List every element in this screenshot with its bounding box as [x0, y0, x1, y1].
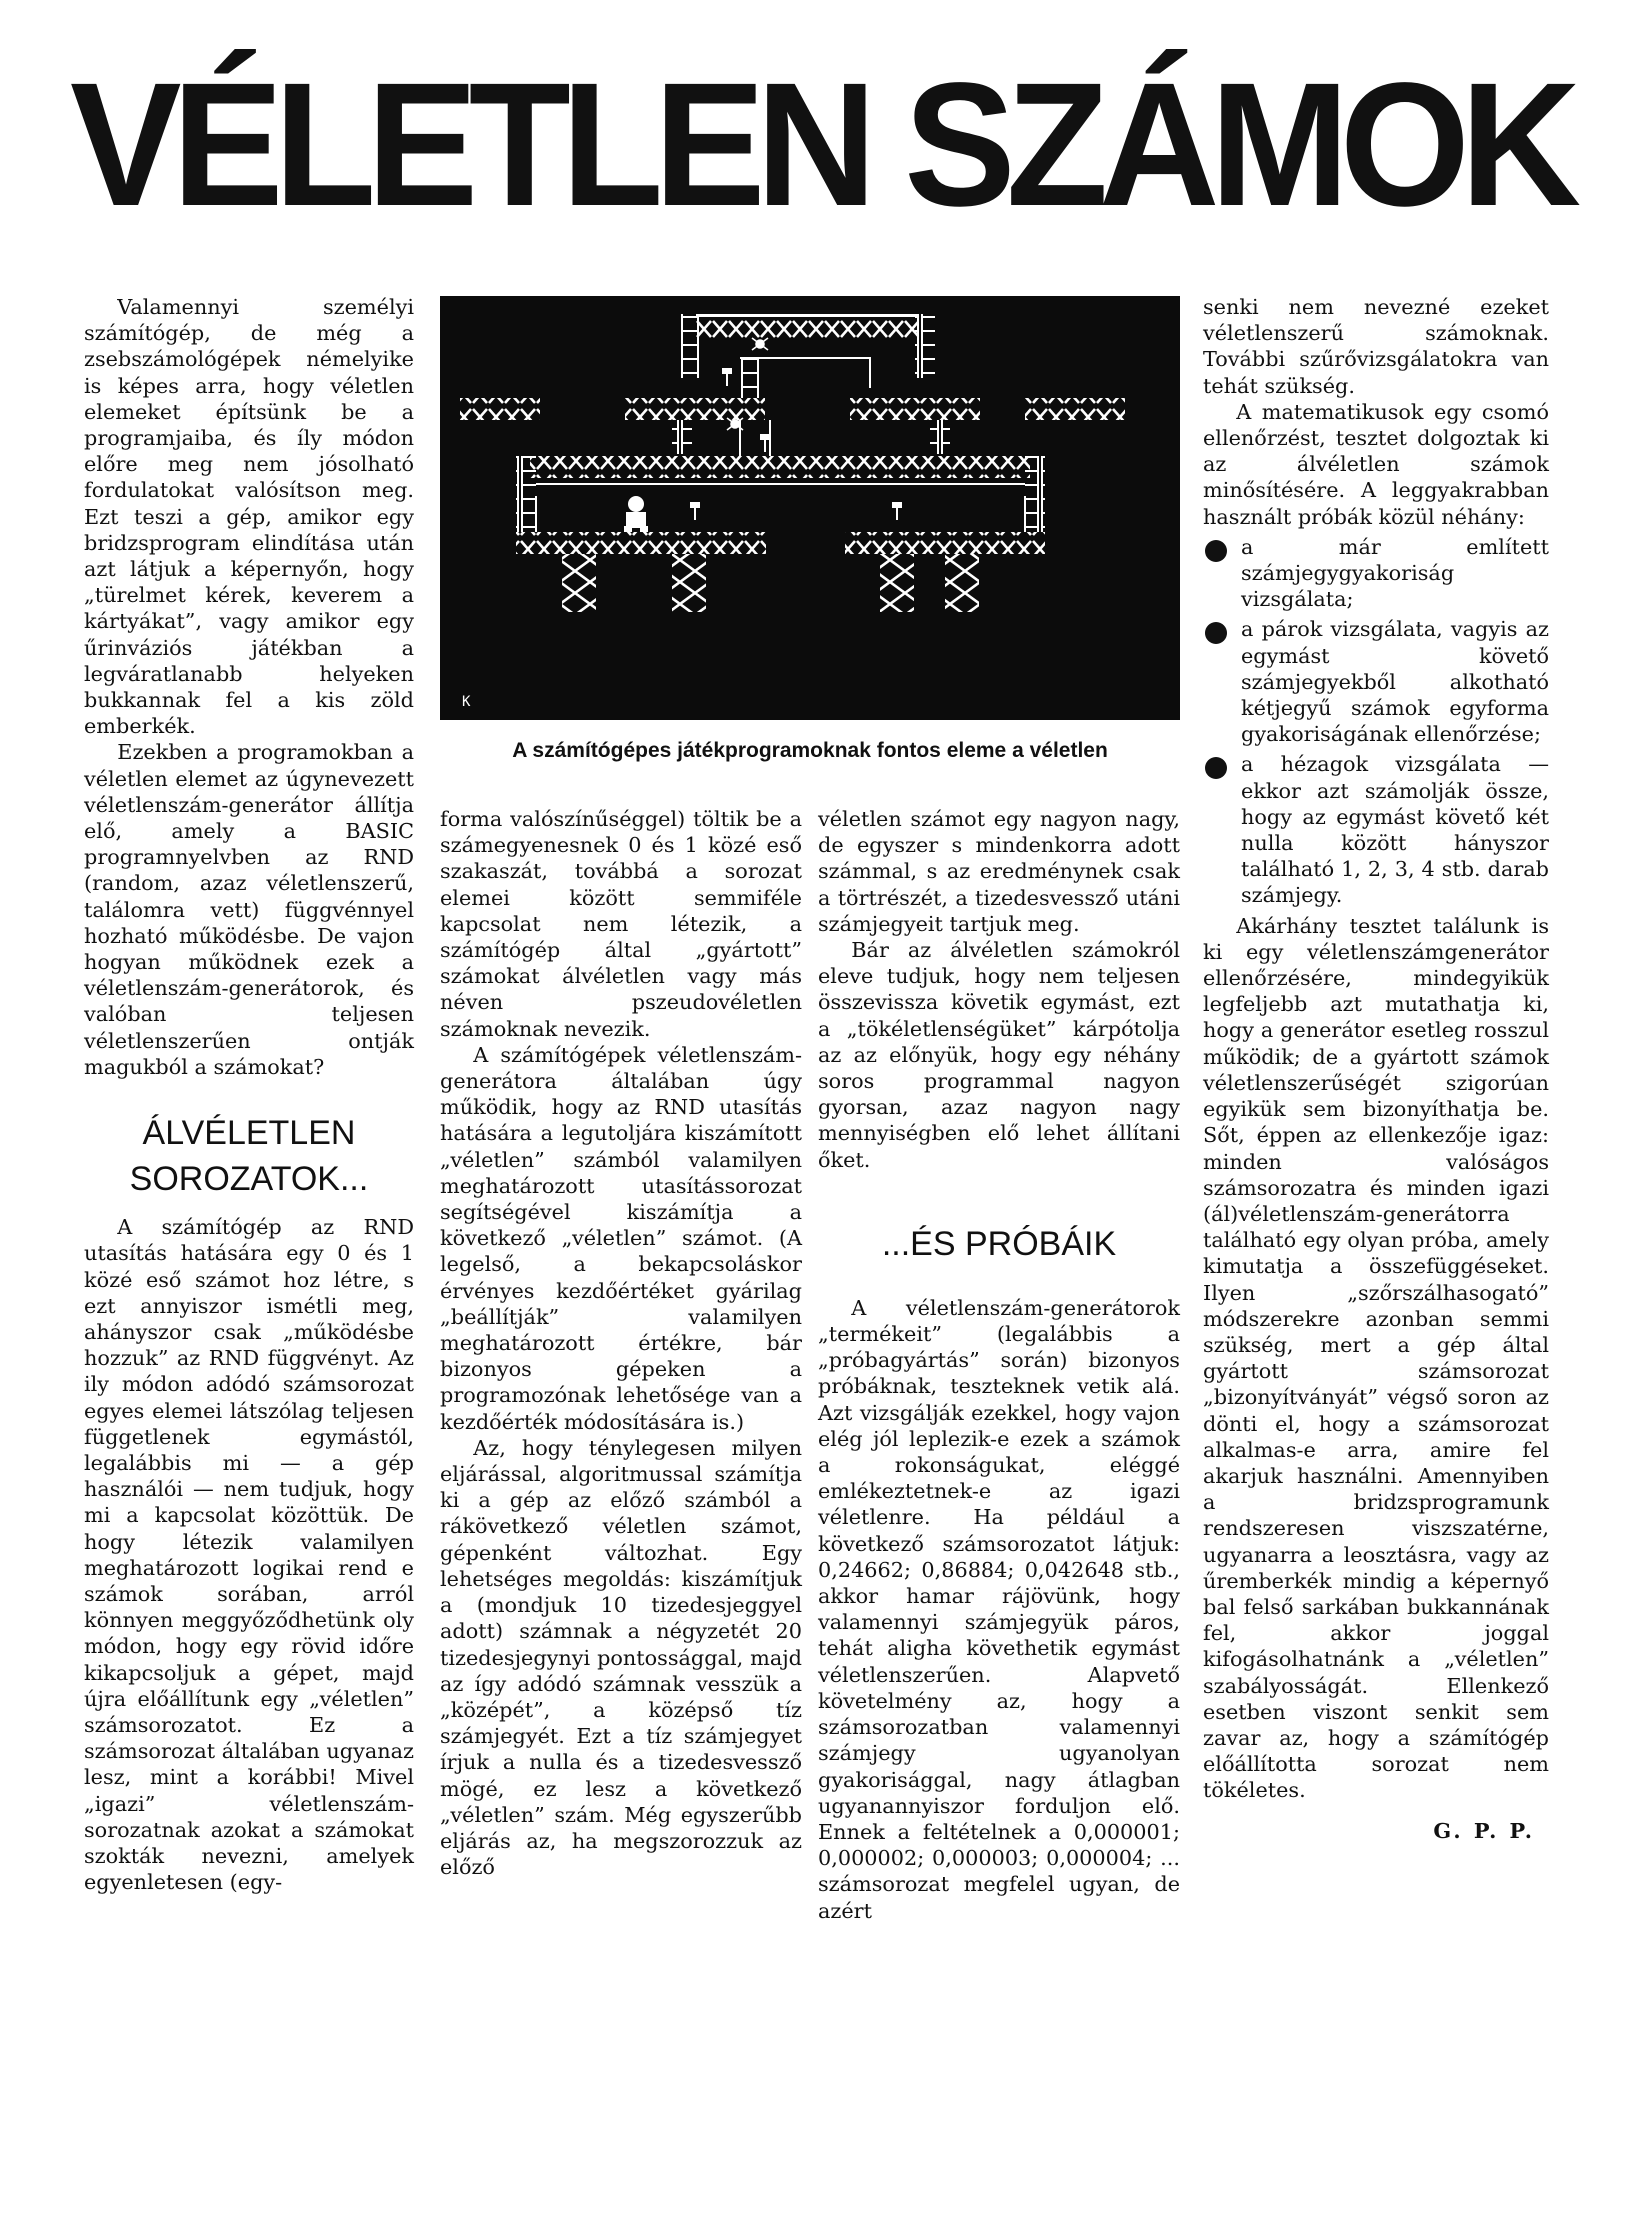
game-screen-illustration [440, 296, 1180, 720]
girder [460, 398, 540, 420]
girder [800, 456, 1030, 478]
paragraph: forma valószínűséggel) töltik be a számegyenesnek 0 és 1 közé eső szakaszát, továbbá a sorozat elemei között semmiféle kapcsolat nem létezik, a számítógép által „gyártott” számokat álvéletlen vagy más néven pszeudovéletlen számoknak nevezik. [440, 807, 802, 1041]
girder [710, 456, 800, 478]
ladder [672, 420, 692, 454]
support-column [945, 554, 979, 612]
paragraph: Valamennyi személyi számítógép, de még a zsebszámológépek némelyike is képes arra, hogy véletlen elemeket építsünk be a programjaiba, és íly módon előre meg nem jósolható fordulatokat valósítson meg. Ezt teszi a gép, amikor egy bridzsprogram elindítása után azt látjuk a képernyőn, hogy „türelmet kérek, keverem a kártyákat”, vagy amikor egy űrinváziós játékban a legváratlanabb helyeken bukkannak fel a kis zöld emberkék. [84, 295, 414, 739]
paragraph: Az, hogy ténylegesen milyen eljárással, algoritmussal számítja ki a gép az előző számból a rákövetkező véletlen számot, gépenként változhat. Egy lehetséges megoldás: kiszámítjuk a (mondjuk 10 tizedesjeggyel adott) számnak a négyzetét 20 tizedesjegynyi pontossággal, majd az így adódó számnak vesszük a „középét”, a középső tíz számjegyét. Ezt a tíz számjegyet írjuk a nulla és a tizedesvessző mögé, ez lesz a következő „véletlen” szám. Még egyszerűbb eljárás az, ha megszorozzuk az előző [440, 1435, 802, 1880]
paragraph: Ezekben a programokban a véletlen elemet az úgynevezett véletlenszám-generátor állítja elő, amely a BASIC programnyelvben az RND (random, azaz véletlenszerű, találomra vett) függvénnyel hozható működésbe. De vajon hogyan működnek ezek a véletlenszám-generátorok, és valóban teljesen véletlenszerűen ontják magukból a számokat? [84, 740, 414, 1079]
support-column [562, 554, 596, 612]
girder [845, 532, 1045, 554]
girder [516, 532, 766, 554]
subheading-es-probaik: ...ÉS PRÓBÁIK [881, 1224, 1117, 1263]
ladder [740, 358, 760, 398]
paragraph: senki nem nevezné ezeket véletlenszerű számoknak. További szűrővizsgálatokra van tehát szükség. [1203, 295, 1549, 398]
paragraph: A véletlenszám-generátorok „termékeit” (legalábbis a „próbagyártás” során) bizonyos próbáknak, teszteknek vetik alá. Azt vizsgálják ezekkel, hogy vajon elég jól leplezik-e ezek a számok a rokonságukat, eléggé emlékeztetnek-e az igazi véletlenre. Ha például a következő számsorozatot látjuk: 0,24662; 0,86884; 0,042648 stb., akkor hamar rájövünk, hogy valamennyi számjegyük páros, tehát aligha követhetik egymást véletlenszerűen. Alapvető követelmény az, hogy a számsorozatban valamennyi számjegy ugyanolyan gyakorisággal, nagy átlagban ugyanannyiszor forduljon elő. Ennek a feltételnek a 0,000001; 0,000002; 0,000003; 0,000004; ... számsorozat megfelel ugyan, de azért [818, 1295, 1180, 1923]
ladder [516, 456, 536, 532]
list-item: a párok vizsgálata, vagyis az egymást követő számjegyekből alkotható kétjegyű számok egyforma gyakoriságának ellenőrzése; [1203, 616, 1549, 747]
author-signature: G. P. P. [1433, 1817, 1535, 1843]
girder [1025, 398, 1125, 420]
player-character [624, 496, 648, 532]
girder [850, 398, 980, 420]
column-4 [1203, 294, 1549, 1844]
paragraph: A számítógépek véletlenszám-generátora általában úgy működik, hogy az RND utasítás hatására a legutoljára kiszámított „véletlen” számból valamilyen meghatározott utasítássorozat segítségével kiszámítja a következő „véletlen” számot. (A legelső, a bekapcsoláskor érvényes kezdőértéket gyárilag „beállítják” valamilyen meghatározott értékre, bár bizonyos gépeken a programozónak lehetősége van a kezdőérték módosítására is.) [440, 1042, 802, 1434]
girder [696, 318, 918, 340]
list-item: a már említett számjegygyakoriság vizsgálata; [1203, 534, 1549, 613]
list-item: a hézagok vizsgálata — ekkor azt számolják össze, hogy az egymást követő két nulla között hányszor található 1, 2, 3, 4 stb. darab számjegy. [1203, 751, 1549, 908]
column-2 [440, 806, 802, 1880]
ladder [680, 314, 700, 378]
test-list [1203, 534, 1549, 909]
ladder [915, 314, 935, 378]
column-1 [84, 294, 414, 1895]
game-screenshot-figure [440, 296, 1180, 720]
article-headline: VÉLETLEN SZÁMOK [70, 47, 1572, 243]
paragraph: véletlen számot egy nagyon nagy, de egyszer s mindenkorra adott számmal, s az eredménynek csak a törtrészét, a tizedesvessző utáni számjegyeit tartjuk meg. [818, 807, 1180, 936]
girder [530, 456, 710, 478]
ladder [930, 420, 950, 454]
column-3 [818, 806, 1180, 1924]
hammer-icon [690, 368, 902, 520]
paragraph: Bár az álvéletlen számokról eleve tudjuk, hogy nem teljesen összevissza követik egymást, ezt a „tökéletlenségüket” kárpótolja az az előnyük, hogy egy néhány soros programmal nagyon gyorsan, azaz nagyon nagy mennyiségben elő lehet állítani őket. [818, 938, 1180, 1172]
support-column [880, 554, 914, 612]
screen-corner-mark: K [462, 694, 471, 710]
paragraph: A matematikusok egy csomó ellenőrzést, tesztet dolgoztak ki az álvéletlen számok minősítésére. A leggyakrabban használt próbák közül néhány: [1203, 399, 1549, 529]
support-column [672, 554, 706, 612]
figure-caption: A számítógépes játékprogramoknak fontos eleme a véletlen [512, 739, 1108, 762]
paragraph: Akárhány tesztet találunk is ki egy véletlenszámgenerátor ellenőrzésére, mindegyikük legfeljebb azt mutathatja ki, hogy a generátor esetleg rosszul működik; de a gyártott számok véletlenszerűségét szigorúan egyikük sem bizonyíthatja be. Sőt, éppen az ellenkezője igaz: minden valóságos számsorozatra és minden igazi (ál)véletlenszám-generátorra található egy olyan próba, amely kimutatja a összefüggéseket. Ilyen „szőrszálhasogató” módszerekre azonban semmi szükség, mert a gép által gyártott számsorozat „bizonyítványát” végső soron az dönti el, hogy a számsorozat alkalmas-e arra, amire fel akarjuk használni. Amennyiben a bridzsprogramunk rendszeresen viszszatérne, ugyanarra a leosztásra, vagy az űremberkék mindig a képernyő bal felső sarkában bukkannának fel, akkor joggal kifogásolhatnánk a „véletlen” szabályosságát. Ellenkező esetben viszont senkit sem zavar az, hogy a számítógép előállította sorozat nem tökéletes. [1203, 913, 1549, 1803]
subheading-alveletlen: ÁLVÉLETLEN SOROZATOK... [129, 1114, 369, 1199]
ladder [1025, 456, 1045, 532]
girder [625, 398, 765, 420]
paragraph: A számítógép az RND utasítás hatására egy 0 és 1 közé eső számot hoz létre, s ezt annyiszor ismétli meg, ahányszor csak „működésbe hozzuk” az RND függvényt. Az ily módon adódó számsorozat egyes elemei látszólag teljesen függetlenek egymástól, legalábbis mi — a gép használói — nem tudjuk, hogy mi a kapcsolat közöttük. De hogy létezik valamilyen meghatározott logikai rend e számok sorában, arról könnyen meggyőződhetünk oly módon, hogy egy rövid időre kikapcsoljuk a gépet, majd újra előállítunk egy „véletlen” számsorozatot. Ez a számsorozat általában ugyanaz lesz, mint a korábbi! Mivel „igazi” véletlenszám-sorozatnak azokat a számokat szokták nevezni, amelyek egyenletesen (egy- [84, 1215, 414, 1895]
